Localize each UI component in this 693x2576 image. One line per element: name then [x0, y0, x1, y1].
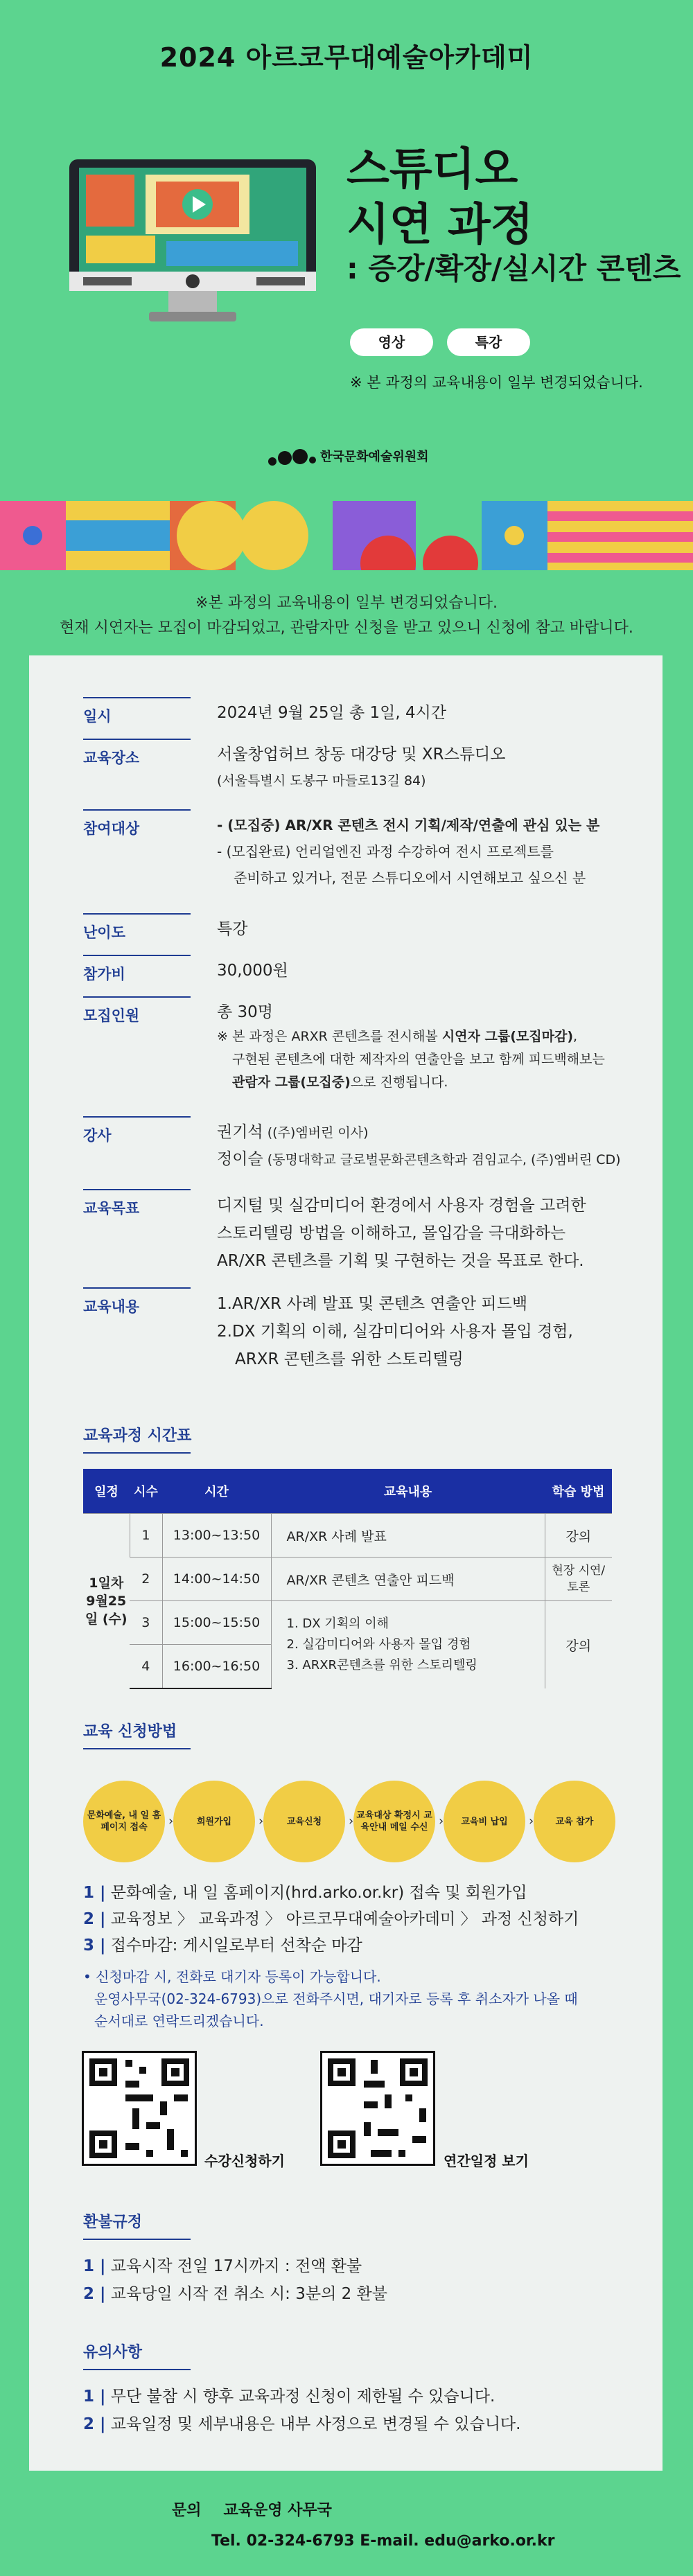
step-4: 교육대상 확정시 교육안내 메일 수신: [353, 1781, 435, 1862]
quota-note-1a: ※ 본 과정은 ARXR 콘텐츠를 전시해볼: [217, 1029, 442, 1044]
content-line-3: ARXR 콘텐츠를 위한 스토리텔링: [235, 1350, 464, 1368]
quota-total: 총 30명: [217, 1003, 274, 1021]
row-1-time: 13:00~13:50: [162, 1514, 271, 1558]
header-session: 시수: [130, 1469, 162, 1514]
chevron-right-icon: ›: [529, 1814, 534, 1828]
chevron-right-icon: ›: [349, 1814, 354, 1828]
caution-title: 유의사항: [83, 2340, 142, 2362]
apply-note-1: • 신청마감 시, 전화로 대기자 등록이 가능합니다.: [83, 1968, 381, 1985]
row-3-session: 3: [130, 1601, 162, 1645]
target-line-1: - (모집중) AR/XR 콘텐츠 전시 기획/제작/연출에 관심 있는 분: [217, 817, 600, 833]
qr-code-schedule[interactable]: [320, 2051, 435, 2166]
chevron-right-icon: ›: [168, 1814, 174, 1828]
quota-value: [217, 999, 605, 1094]
apply-item-2: [83, 1906, 579, 1929]
step-5: 교육비 납입: [444, 1781, 525, 1862]
header-time: 시간: [162, 1469, 271, 1514]
instructor-2-name: 정이슬: [217, 1150, 263, 1168]
chevron-right-icon: ›: [439, 1814, 444, 1828]
merged-content: [271, 1601, 545, 1689]
badge-video: 영상: [350, 328, 433, 356]
step-1: 문화예술, 내 일 홈페이지 접속: [83, 1781, 165, 1862]
quota-note-1b: 시연자 그룹(모집마감): [441, 1029, 573, 1044]
course-title: [346, 142, 534, 253]
apply-title: 교육 신청방법: [83, 1720, 177, 1741]
header-content: 교육내용: [271, 1469, 545, 1514]
step-2: 회원가입: [173, 1781, 255, 1862]
refund-item-2-num: 2 |: [83, 2285, 106, 2303]
place-address: (서울특별시 도봉구 마들로13길 84): [217, 773, 426, 788]
apply-item-2-text: 교육정보 〉 교육과정 〉 아르코무대예술아카데미 〉 과정 신청하기: [105, 1910, 579, 1928]
place-value: [217, 741, 505, 794]
refund-item-2-text: 교육당일 시작 전 취소 시: 3분의 2 환불: [105, 2285, 387, 2303]
row-2-content: AR/XR 콘텐츠 연출안 피드백: [271, 1558, 545, 1601]
decorative-banner: [0, 501, 693, 570]
qr-schedule-label: 연간일정 보기: [444, 2153, 529, 2169]
row-2-method: 현장 시연/ 토론: [545, 1558, 612, 1601]
quota-note-2: 구현된 콘텐츠에 대한 제작자의 연출안을 보고 함께 피드백해보는: [232, 1052, 605, 1067]
target-line-3: 준비하고 있거나, 전문 스튜디오에서 시연해보고 싶으신 분: [234, 870, 586, 886]
footer-contact-title: [172, 2498, 332, 2520]
schedule-title: 교육과정 시간표: [83, 1424, 191, 1445]
row-1-session: 1: [130, 1514, 162, 1558]
table-row: [83, 1514, 612, 1558]
step-6: 교육 참가: [534, 1781, 615, 1862]
content-value: [217, 1290, 573, 1373]
course-subtitle: : 증강/확장/실시간 콘텐츠: [346, 252, 681, 285]
row-1-content: AR/XR 사례 발표: [271, 1514, 545, 1558]
header-method: 학습 방법: [545, 1469, 612, 1514]
target-label: 참여대상: [83, 818, 139, 838]
schedule-day: 1일차 9월25일 (수): [83, 1514, 130, 1689]
content-label: 교육내용: [83, 1296, 139, 1316]
row-1-method: 강의: [545, 1514, 612, 1558]
place-name: 서울창업허브 창동 대강당 및 XR스튜디오: [217, 746, 506, 764]
notice-line-2: 현재 시연자는 모집이 마감되었고, 관람자만 신청을 받고 있으니 신청에 참고 바랍니다.: [60, 619, 633, 637]
footer-office: 교육운영 사무국: [223, 2502, 332, 2519]
apply-item-1-num: 1 |: [83, 1884, 106, 1902]
goal-line-2: 스토리텔링 방법을 이해하고, 몰입감을 극대화하는: [217, 1224, 566, 1242]
academy-title: 2024 아르코무대예술아카데미: [159, 42, 534, 73]
footer-contact[interactable]: Tel. 02-324-6793 E-mail. edu@arko.or.kr: [211, 2532, 555, 2550]
instructor-1-name: 권기석: [217, 1123, 263, 1141]
level-value: 특강: [217, 920, 248, 938]
content-line-2: 2.DX 기획의 이해, 실감미디어와 사용자 몰입 경험,: [217, 1323, 573, 1341]
instructor-1-affiliation: ((주)엠버린 이사): [263, 1125, 369, 1140]
row-2-session: 2: [130, 1558, 162, 1601]
apply-item-3-num: 3 |: [83, 1937, 106, 1955]
merged-content-2: 2. 실감미디어와 사용자 몰입 경험: [286, 1637, 471, 1652]
quota-note-3a: 관람자 그룹(모집중): [232, 1075, 351, 1090]
goal-line-1: 디지털 및 실감미디어 환경에서 사용자 경험을 고려한: [217, 1197, 586, 1215]
row-4-time: 16:00~16:50: [162, 1645, 271, 1689]
goal-label: 교육목표: [83, 1197, 139, 1218]
org-logo-icon: [265, 449, 317, 467]
merged-content-1: 1. DX 기획의 이해: [286, 1616, 389, 1631]
refund-item-1: [83, 2253, 362, 2276]
table-row: [83, 1558, 612, 1601]
schedule-header-row: [83, 1469, 612, 1514]
place-label: 교육장소: [83, 747, 139, 768]
org-name: 한국문화예술위원회: [320, 450, 429, 464]
caution-item-2: [83, 2411, 520, 2434]
row-3-time: 15:00~15:50: [162, 1601, 271, 1645]
goal-value: [217, 1192, 586, 1275]
instructor-value: [217, 1119, 621, 1173]
fee-value: 30,000원: [217, 962, 288, 980]
quota-note-1c: ,: [573, 1029, 578, 1044]
quota-note-3b: 으로 진행됩니다.: [350, 1075, 448, 1090]
qr-apply-label: 수강신청하기: [204, 2153, 285, 2169]
apply-item-1: [83, 1880, 527, 1903]
content-line-1: 1.AR/XR 사례 발표 및 콘텐츠 연출안 피드백: [217, 1295, 528, 1313]
instructor-label: 강사: [83, 1124, 112, 1145]
merged-method: 강의: [545, 1601, 612, 1689]
qr-code-apply[interactable]: [82, 2051, 197, 2166]
apply-note-3: 순서대로 연락드리겠습니다.: [94, 2013, 264, 2029]
caution-item-2-text: 교육일정 및 세부내용은 내부 사정으로 변경될 수 있습니다.: [105, 2415, 521, 2433]
level-label: 난이도: [83, 921, 125, 942]
course-title-line-2: 시연 과정: [346, 200, 534, 251]
schedule-table: [83, 1469, 612, 1689]
caution-item-2-num: 2 |: [83, 2415, 106, 2433]
merged-content-3: 3. ARXR콘텐츠를 위한 스토리텔링: [286, 1658, 477, 1673]
instructor-2-affiliation: (동명대학교 글로벌문화콘텐츠학과 겸임교수, (주)엠버린 CD): [263, 1152, 621, 1167]
apply-note-2: 운영사무국(02-324-6793)으로 전화주시면, 대기자로 등록 후 취소자가 나올 때: [94, 1991, 578, 2007]
apply-item-3: [83, 1932, 362, 1955]
apply-item-3-text: 접수마감: 게시일로부터 선착순 마감: [105, 1937, 362, 1955]
apply-item-1-text: 문화예술, 내 일 홈페이지(hrd.arko.or.kr) 접속 및 회원가입: [105, 1884, 527, 1902]
fee-label: 참가비: [83, 963, 125, 984]
quota-note: [217, 1025, 605, 1094]
refund-title: 환불규정: [83, 2210, 142, 2232]
date-label: 일시: [83, 705, 112, 726]
header-day: 일정: [83, 1469, 130, 1514]
apply-item-2-num: 2 |: [83, 1910, 106, 1928]
apply-note: [83, 1966, 578, 2032]
course-title-line-1: 스튜디오: [346, 144, 518, 195]
notice: [0, 591, 693, 641]
target-value: [217, 812, 599, 891]
footer-label: 문의: [172, 2502, 202, 2519]
refund-item-1-num: 1 |: [83, 2257, 106, 2275]
hero-note: ※ 본 과정의 교육내용이 일부 변경되었습니다.: [350, 374, 643, 391]
step-3: 교육신청: [263, 1781, 345, 1862]
date-value: 2024년 9월 25일 총 1일, 4시간: [217, 704, 447, 722]
table-row: [83, 1601, 612, 1645]
caution-item-1: [83, 2383, 495, 2406]
notice-line-1: ※본 과정의 교육내용이 일부 변경되었습니다.: [195, 594, 498, 612]
chevron-right-icon: ›: [258, 1814, 264, 1828]
refund-item-2: [83, 2281, 387, 2304]
row-4-session: 4: [130, 1645, 162, 1689]
caution-item-1-text: 무단 불참 시 향후 교육과정 신청이 제한될 수 있습니다.: [105, 2388, 495, 2406]
goal-line-3: AR/XR 콘텐츠를 기획 및 구현하는 것을 목표로 한다.: [217, 1252, 584, 1270]
target-line-2: - (모집완료) 언리얼엔진 과정 수강하여 전시 프로젝트를: [217, 843, 554, 860]
row-2-time: 14:00~14:50: [162, 1558, 271, 1601]
quota-label: 모집인원: [83, 1005, 139, 1025]
caution-item-1-num: 1 |: [83, 2388, 106, 2406]
badge-special: 특강: [447, 328, 530, 356]
monitor-illustration: [69, 159, 316, 333]
refund-item-1-text: 교육시작 전일 17시까지 : 전액 환불: [105, 2257, 362, 2275]
